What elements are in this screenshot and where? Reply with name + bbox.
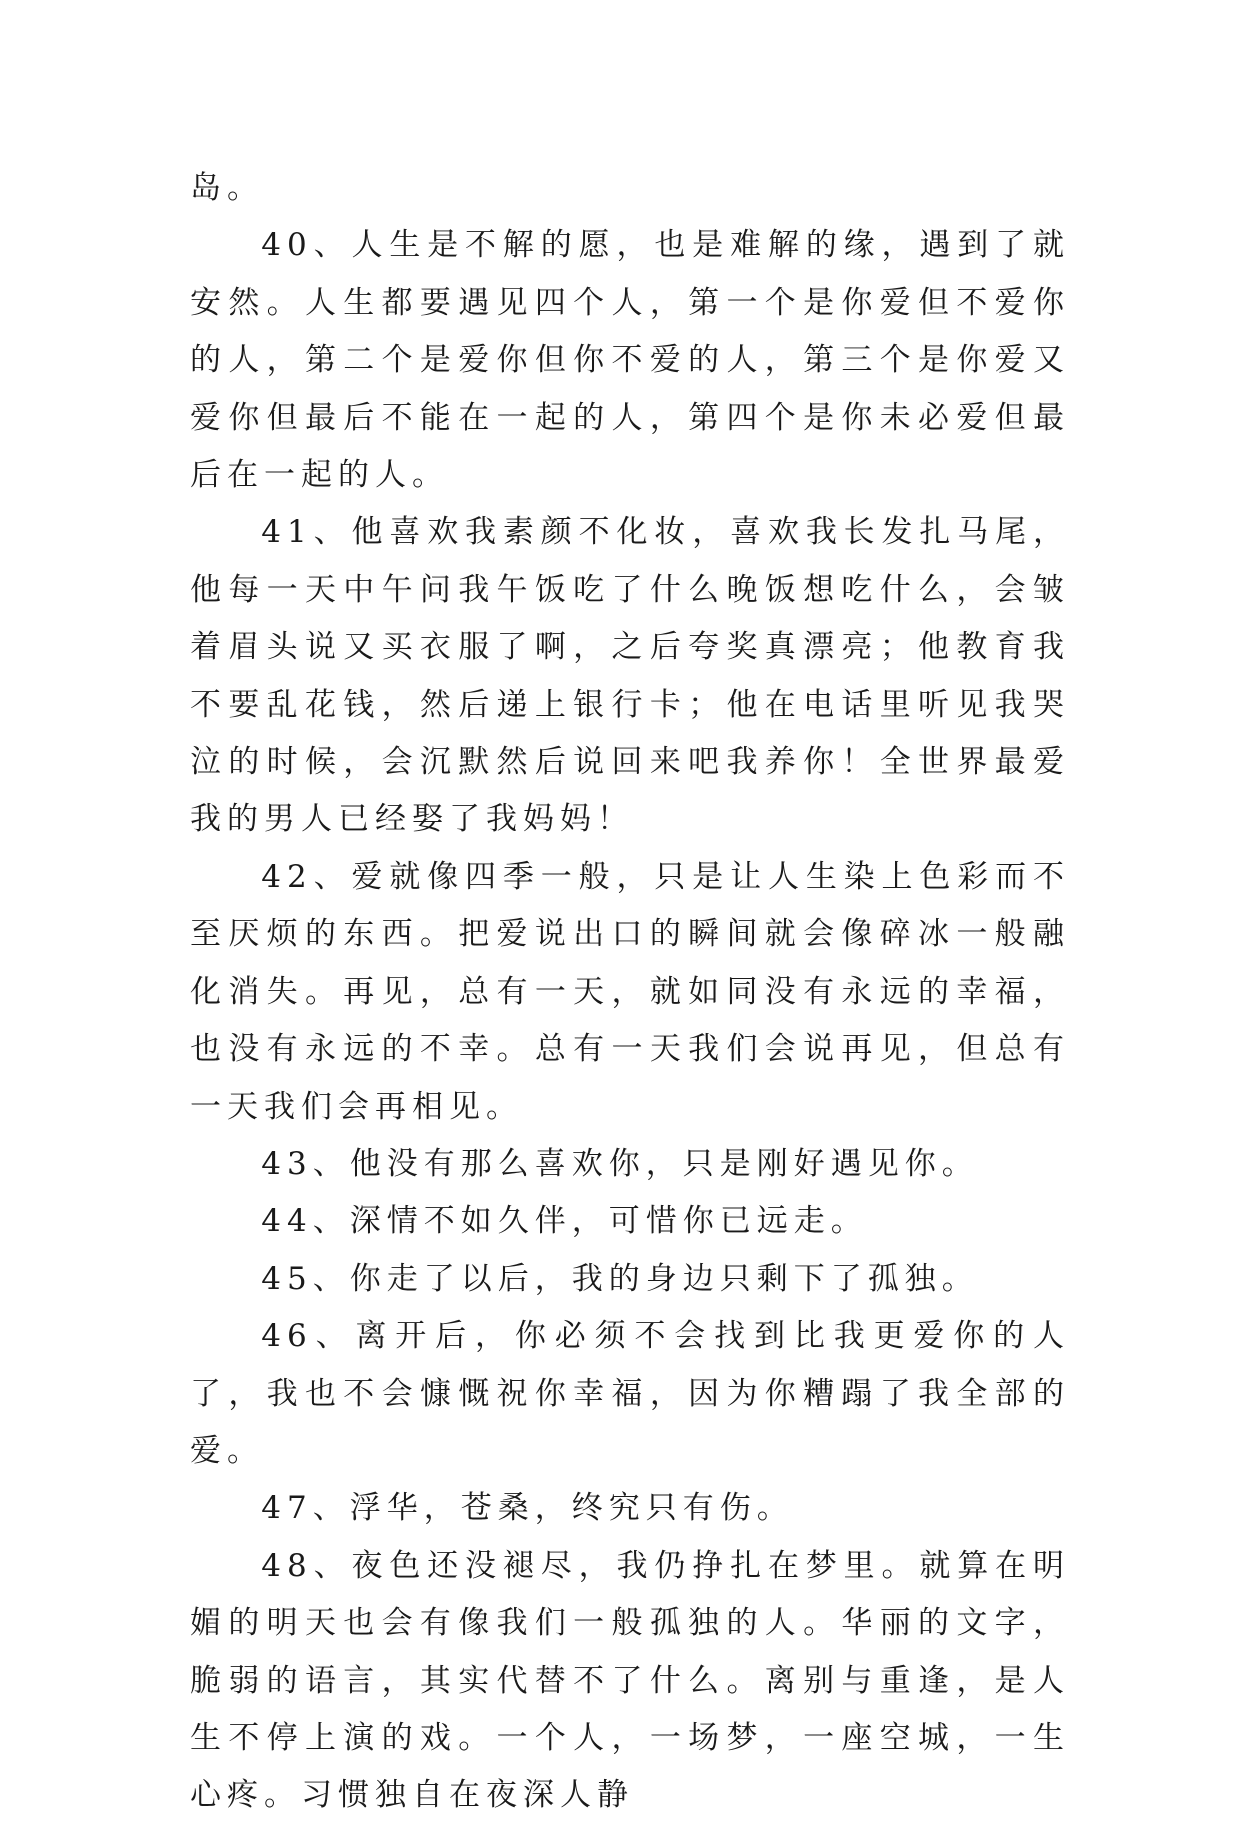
paragraph-item-45: 45、你走了以后，我的身边只剩下了孤独。 — [261, 1260, 979, 1297]
paragraph-item-43: 43、他没有那么喜欢你，只是刚好遇见你。 — [261, 1145, 979, 1182]
paragraph-item-46: 46、离开后，你必须不会找到比我更爱你的人了，我也不会慷慨祝你幸福，因为你糟蹋了我全部的爱。 — [190, 1318, 1070, 1469]
paragraph-continuation: 岛。 — [190, 170, 264, 206]
paragraph-item-42: 42、爱就像四季一般，只是让人生染上色彩而不至厌烦的东西。把爱说出口的瞬间就会像碎冰一般融化消失。再见，总有一天，就如同没有永远的幸福，也没有永远的不幸。总有一天我们会说再见，但总有一天我们会再相见。 — [190, 858, 1070, 1125]
paragraph-item-48: 48、夜色还没褪尽，我仍挣扎在梦里。就算在明媚的明天也会有像我们一般孤独的人。华丽的文字，脆弱的语言，其实代替不了什么。离别与重逢，是人生不停上演的戏。一个人，一场梦，一座空城，一生心疼。习惯独自在夜深人静 — [190, 1547, 1070, 1814]
paragraph-item-47: 47、浮华，苍桑，终究只有伤。 — [261, 1490, 794, 1527]
paragraph-item-44: 44、深情不如久伴，可惜你已远走。 — [261, 1203, 868, 1240]
paragraph-item-40: 40、人生是不解的愿，也是难解的缘，遇到了就安然。人生都要遇见四个人，第一个是你爱但不爱你的人，第二个是爱你但你不爱的人，第三个是你爱又爱你但最后不能在一起的人，第四个是你未必爱但最后在一起的人。 — [190, 227, 1070, 494]
document-body — [190, 160, 1070, 1825]
paragraph-item-41: 41、他喜欢我素颜不化妆，喜欢我长发扎马尾，他每一天中午问我午饭吃了什么晚饭想吃什么，会皱着眉头说又买衣服了啊，之后夸奖真漂亮；他教育我不要乱花钱，然后递上银行卡；他在电话里听见我哭泣的时候，会沉默然后说回来吧我养你！全世界最爱我的男人已经娶了我妈妈！ — [190, 514, 1070, 838]
